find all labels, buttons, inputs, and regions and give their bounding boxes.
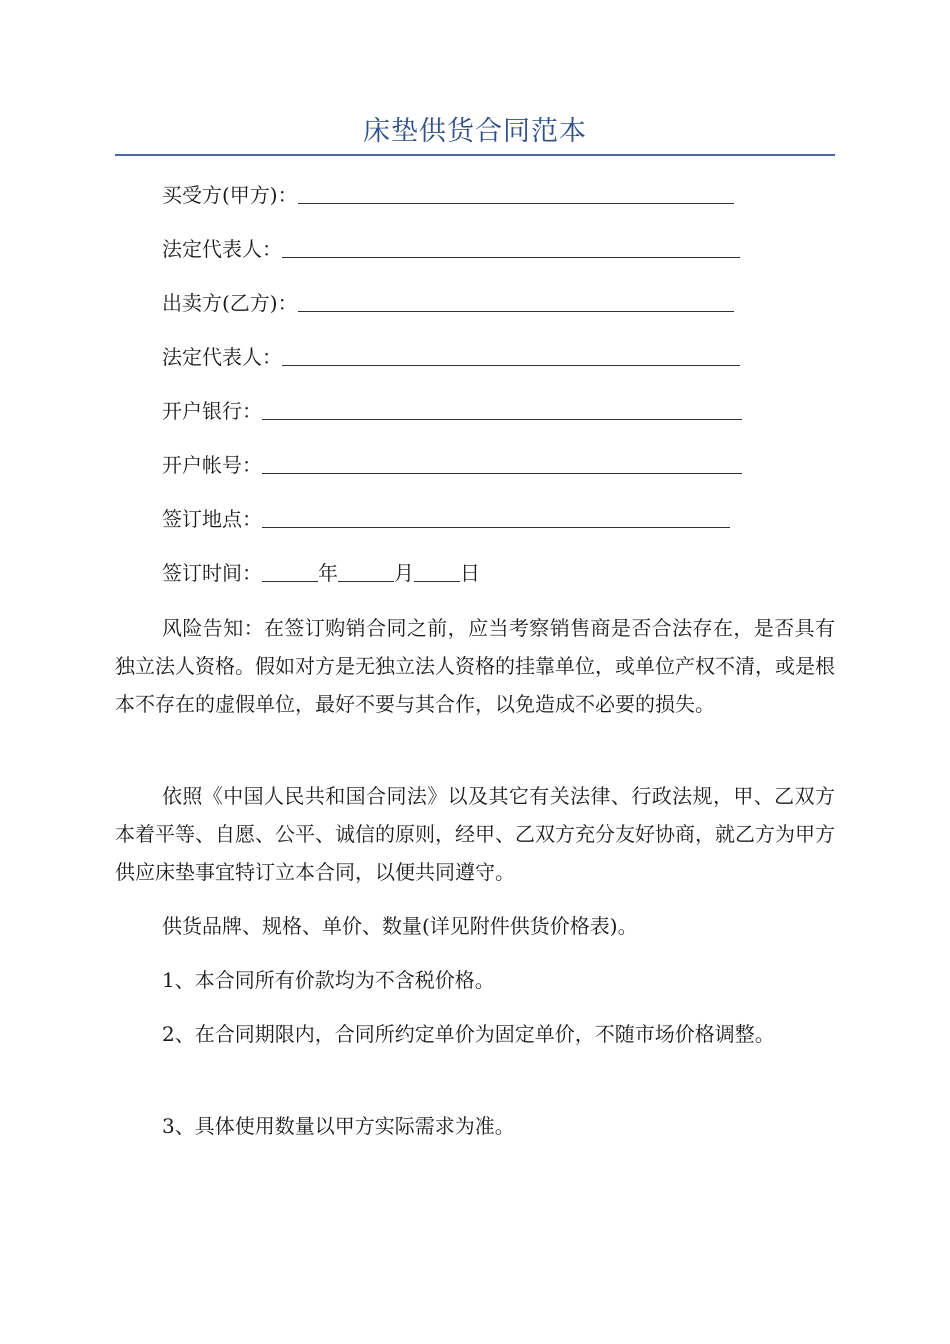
account-field bbox=[162, 450, 742, 480]
buyer-rep-blank[interactable] bbox=[282, 235, 740, 258]
buyer-label: 买受方(甲方)： bbox=[162, 183, 298, 207]
seller-blank[interactable] bbox=[298, 289, 734, 312]
document-title: 床垫供货合同范本 bbox=[363, 116, 587, 147]
place-field bbox=[162, 504, 730, 534]
place-label: 签订地点： bbox=[162, 507, 262, 531]
seller-label: 出卖方(乙方)： bbox=[162, 291, 298, 315]
bank-field bbox=[162, 396, 742, 426]
seller-field bbox=[162, 288, 734, 318]
seller-rep-field bbox=[162, 342, 740, 372]
clause-3: 3、具体使用数量以甲方实际需求为准。 bbox=[162, 1114, 515, 1138]
bank-blank[interactable] bbox=[262, 397, 742, 420]
buyer-rep-label: 法定代表人： bbox=[162, 237, 282, 261]
day-blank[interactable] bbox=[414, 559, 460, 582]
legal-basis-paragraph: 依照《中国人民共和国合同法》以及其它有关法律、行政法规，甲、乙双方本着平等、自愿、公平、诚信的原则，经甲、乙双方充分友好协商，就乙方为甲方供应床垫事宜特订立本合同，以便共同遵守。 bbox=[115, 784, 835, 884]
place-blank[interactable] bbox=[262, 505, 730, 528]
seller-rep-blank[interactable] bbox=[282, 343, 740, 366]
buyer-blank[interactable] bbox=[298, 181, 734, 204]
account-label: 开户帐号： bbox=[162, 453, 262, 477]
risk-notice-paragraph: 风险告知：在签订购销合同之前，应当考察销售商是否合法存在，是否具有独立法人资格。假如对方是无独立法人资格的挂靠单位，或单位产权不清，或是根本不存在的虚假单位，最好不要与其合作，以免造成不必要的损失。 bbox=[115, 616, 835, 716]
clause-1: 1、本合同所有价款均为不含税价格。 bbox=[162, 968, 495, 992]
day-unit: 日 bbox=[460, 561, 480, 585]
buyer-rep-field bbox=[162, 234, 740, 264]
bank-label: 开户银行： bbox=[162, 399, 262, 423]
seller-rep-label: 法定代表人： bbox=[162, 345, 282, 369]
clause-2: 2、在合同期限内，合同所约定单价为固定单价，不随市场价格调整。 bbox=[162, 1022, 775, 1046]
year-unit: 年 bbox=[318, 561, 338, 585]
title-underline bbox=[115, 154, 835, 156]
supply-paragraph: 供货品牌、规格、单价、数量(详见附件供货价格表)。 bbox=[162, 914, 638, 938]
year-blank[interactable] bbox=[262, 559, 318, 582]
buyer-field bbox=[162, 180, 734, 210]
month-unit: 月 bbox=[394, 561, 414, 585]
signing-time-field bbox=[162, 558, 480, 588]
account-blank[interactable] bbox=[262, 451, 742, 474]
month-blank[interactable] bbox=[338, 559, 394, 582]
time-label: 签订时间： bbox=[162, 561, 262, 585]
